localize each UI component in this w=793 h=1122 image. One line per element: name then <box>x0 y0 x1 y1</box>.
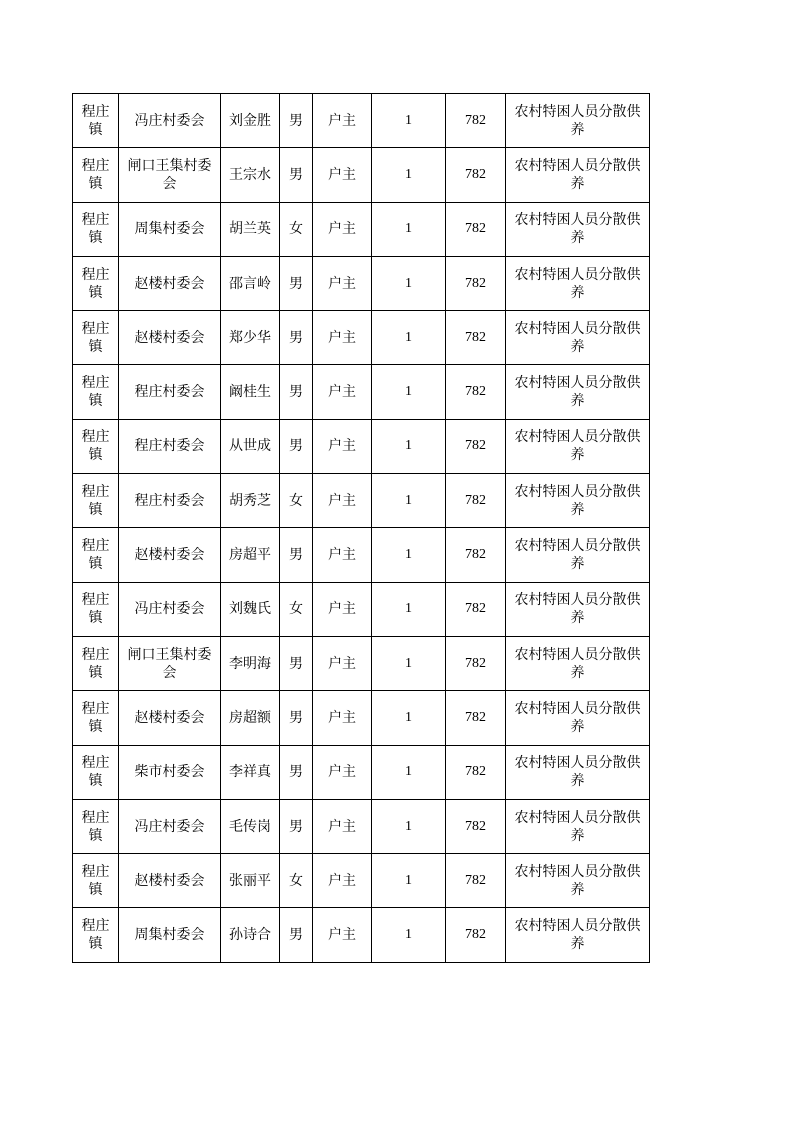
name-cell: 郑少华 <box>221 311 280 365</box>
gender-cell: 女 <box>280 582 313 636</box>
name-cell: 刘金胜 <box>221 94 280 148</box>
table-row <box>73 148 650 202</box>
relation-cell: 户主 <box>313 474 372 528</box>
name-cell: 从世成 <box>221 419 280 473</box>
town-cell: 程庄镇 <box>73 365 119 419</box>
amount-cell: 782 <box>446 854 506 908</box>
amount-cell: 782 <box>446 636 506 690</box>
category-cell: 农村特困人员分散供养 <box>506 799 650 853</box>
table-row <box>73 908 650 962</box>
household-size-cell: 1 <box>372 419 446 473</box>
household-size-cell: 1 <box>372 528 446 582</box>
name-cell: 孙诗合 <box>221 908 280 962</box>
table-row <box>73 365 650 419</box>
table-row <box>73 474 650 528</box>
town-cell: 程庄镇 <box>73 202 119 256</box>
amount-cell: 782 <box>446 799 506 853</box>
household-size-cell: 1 <box>372 202 446 256</box>
category-cell: 农村特困人员分散供养 <box>506 528 650 582</box>
household-size-cell: 1 <box>372 908 446 962</box>
relation-cell: 户主 <box>313 636 372 690</box>
name-cell: 房超平 <box>221 528 280 582</box>
village-committee-cell: 赵楼村委会 <box>119 691 221 745</box>
name-cell: 李祥真 <box>221 745 280 799</box>
table-row <box>73 202 650 256</box>
table-row <box>73 419 650 473</box>
name-cell: 李明海 <box>221 636 280 690</box>
town-cell: 程庄镇 <box>73 799 119 853</box>
household-size-cell: 1 <box>372 691 446 745</box>
table-row <box>73 311 650 365</box>
table-row <box>73 691 650 745</box>
town-cell: 程庄镇 <box>73 691 119 745</box>
name-cell: 房超额 <box>221 691 280 745</box>
category-cell: 农村特困人员分散供养 <box>506 691 650 745</box>
village-committee-cell: 冯庄村委会 <box>119 582 221 636</box>
category-cell: 农村特困人员分散供养 <box>506 908 650 962</box>
name-cell: 胡秀芝 <box>221 474 280 528</box>
village-committee-cell: 赵楼村委会 <box>119 854 221 908</box>
village-committee-cell: 程庄村委会 <box>119 474 221 528</box>
gender-cell: 女 <box>280 202 313 256</box>
category-cell: 农村特困人员分散供养 <box>506 365 650 419</box>
category-cell: 农村特困人员分散供养 <box>506 636 650 690</box>
town-cell: 程庄镇 <box>73 745 119 799</box>
town-cell: 程庄镇 <box>73 854 119 908</box>
village-committee-cell: 冯庄村委会 <box>119 94 221 148</box>
relation-cell: 户主 <box>313 148 372 202</box>
amount-cell: 782 <box>446 474 506 528</box>
town-cell: 程庄镇 <box>73 311 119 365</box>
gender-cell: 男 <box>280 636 313 690</box>
amount-cell: 782 <box>446 908 506 962</box>
table-row <box>73 582 650 636</box>
relation-cell: 户主 <box>313 799 372 853</box>
household-size-cell: 1 <box>372 148 446 202</box>
table-body <box>73 94 650 963</box>
amount-cell: 782 <box>446 745 506 799</box>
name-cell: 胡兰英 <box>221 202 280 256</box>
amount-cell: 782 <box>446 582 506 636</box>
town-cell: 程庄镇 <box>73 94 119 148</box>
amount-cell: 782 <box>446 256 506 310</box>
gender-cell: 男 <box>280 365 313 419</box>
amount-cell: 782 <box>446 94 506 148</box>
relation-cell: 户主 <box>313 419 372 473</box>
relation-cell: 户主 <box>313 94 372 148</box>
gender-cell: 男 <box>280 745 313 799</box>
gender-cell: 男 <box>280 691 313 745</box>
category-cell: 农村特困人员分散供养 <box>506 474 650 528</box>
category-cell: 农村特困人员分散供养 <box>506 582 650 636</box>
table-row <box>73 799 650 853</box>
gender-cell: 男 <box>280 419 313 473</box>
village-committee-cell: 闸口王集村委会 <box>119 148 221 202</box>
name-cell: 邵言岭 <box>221 256 280 310</box>
data-table <box>72 93 650 963</box>
household-size-cell: 1 <box>372 799 446 853</box>
relation-cell: 户主 <box>313 202 372 256</box>
gender-cell: 女 <box>280 854 313 908</box>
village-committee-cell: 周集村委会 <box>119 908 221 962</box>
household-size-cell: 1 <box>372 745 446 799</box>
village-committee-cell: 赵楼村委会 <box>119 256 221 310</box>
gender-cell: 男 <box>280 311 313 365</box>
category-cell: 农村特困人员分散供养 <box>506 202 650 256</box>
name-cell: 阚桂生 <box>221 365 280 419</box>
household-size-cell: 1 <box>372 256 446 310</box>
category-cell: 农村特困人员分散供养 <box>506 419 650 473</box>
relation-cell: 户主 <box>313 908 372 962</box>
category-cell: 农村特困人员分散供养 <box>506 311 650 365</box>
town-cell: 程庄镇 <box>73 148 119 202</box>
name-cell: 张丽平 <box>221 854 280 908</box>
relation-cell: 户主 <box>313 582 372 636</box>
table-row <box>73 636 650 690</box>
town-cell: 程庄镇 <box>73 419 119 473</box>
village-committee-cell: 周集村委会 <box>119 202 221 256</box>
village-committee-cell: 冯庄村委会 <box>119 799 221 853</box>
household-size-cell: 1 <box>372 365 446 419</box>
household-size-cell: 1 <box>372 474 446 528</box>
table-row <box>73 528 650 582</box>
household-size-cell: 1 <box>372 94 446 148</box>
amount-cell: 782 <box>446 528 506 582</box>
gender-cell: 男 <box>280 908 313 962</box>
relation-cell: 户主 <box>313 528 372 582</box>
category-cell: 农村特困人员分散供养 <box>506 94 650 148</box>
table-row <box>73 854 650 908</box>
name-cell: 王宗水 <box>221 148 280 202</box>
amount-cell: 782 <box>446 691 506 745</box>
category-cell: 农村特困人员分散供养 <box>506 854 650 908</box>
table-row <box>73 256 650 310</box>
category-cell: 农村特困人员分散供养 <box>506 745 650 799</box>
gender-cell: 男 <box>280 799 313 853</box>
gender-cell: 男 <box>280 148 313 202</box>
gender-cell: 男 <box>280 528 313 582</box>
village-committee-cell: 程庄村委会 <box>119 419 221 473</box>
amount-cell: 782 <box>446 419 506 473</box>
village-committee-cell: 赵楼村委会 <box>119 311 221 365</box>
town-cell: 程庄镇 <box>73 636 119 690</box>
household-size-cell: 1 <box>372 582 446 636</box>
category-cell: 农村特困人员分散供养 <box>506 256 650 310</box>
name-cell: 刘魏氏 <box>221 582 280 636</box>
gender-cell: 女 <box>280 474 313 528</box>
relation-cell: 户主 <box>313 854 372 908</box>
village-committee-cell: 程庄村委会 <box>119 365 221 419</box>
table-row <box>73 745 650 799</box>
relation-cell: 户主 <box>313 311 372 365</box>
household-size-cell: 1 <box>372 311 446 365</box>
amount-cell: 782 <box>446 202 506 256</box>
village-committee-cell: 闸口王集村委会 <box>119 636 221 690</box>
relation-cell: 户主 <box>313 365 372 419</box>
town-cell: 程庄镇 <box>73 908 119 962</box>
household-size-cell: 1 <box>372 854 446 908</box>
name-cell: 毛传岗 <box>221 799 280 853</box>
village-committee-cell: 赵楼村委会 <box>119 528 221 582</box>
town-cell: 程庄镇 <box>73 582 119 636</box>
amount-cell: 782 <box>446 311 506 365</box>
household-size-cell: 1 <box>372 636 446 690</box>
table-row <box>73 94 650 148</box>
town-cell: 程庄镇 <box>73 256 119 310</box>
gender-cell: 男 <box>280 94 313 148</box>
town-cell: 程庄镇 <box>73 528 119 582</box>
town-cell: 程庄镇 <box>73 474 119 528</box>
relation-cell: 户主 <box>313 256 372 310</box>
category-cell: 农村特困人员分散供养 <box>506 148 650 202</box>
gender-cell: 男 <box>280 256 313 310</box>
village-committee-cell: 柴市村委会 <box>119 745 221 799</box>
relation-cell: 户主 <box>313 691 372 745</box>
amount-cell: 782 <box>446 365 506 419</box>
relation-cell: 户主 <box>313 745 372 799</box>
amount-cell: 782 <box>446 148 506 202</box>
